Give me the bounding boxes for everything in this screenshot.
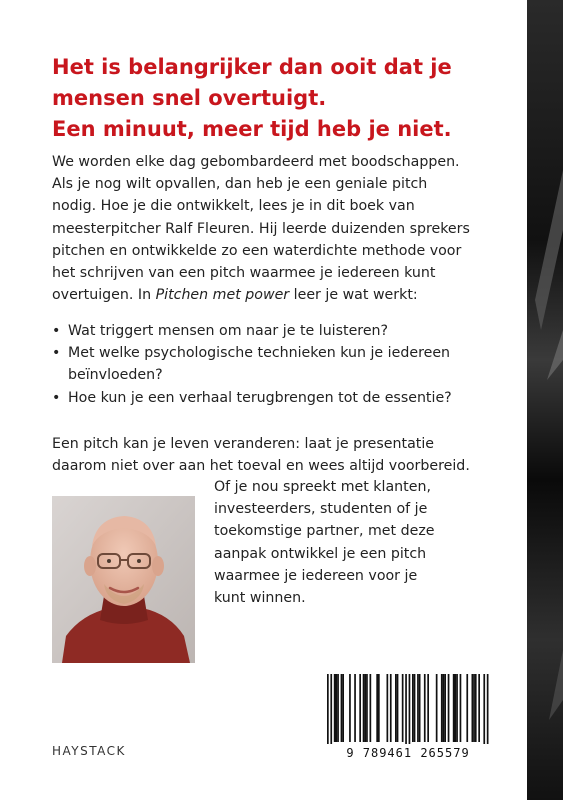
barcode-bar [405,674,407,744]
bullet-dot-icon: • [52,389,61,406]
barcode-bar [387,674,389,742]
barcode-bar [460,674,462,742]
barcode-bar [424,674,426,742]
barcode-bar [453,674,455,742]
closing-line: kunt winnen. [214,590,306,607]
barcode-bar [359,674,361,742]
closing-line: waarmee je iedereen voor je [214,567,418,584]
barcode-bar [436,674,438,742]
barcode-bar [448,674,450,742]
bullet-text: Wat triggert mensen om naar je te luisteren? [68,323,389,339]
barcode-bar [390,674,392,742]
closing-line: aanpak ontwikkel je een pitch [214,545,427,562]
bullet-text: beïnvloeden? [68,367,163,384]
barcode-bar [370,674,372,742]
barcode-bar [414,674,416,742]
intro-paragraph [52,151,482,306]
barcode-bar [441,674,443,742]
bullet-item [52,320,482,342]
barcode-bar [330,674,332,744]
bullet-dot-icon: • [52,345,61,362]
book-title-italic: Pitchen met power [155,287,290,304]
bullet-item [52,342,482,386]
barcode-bar [363,674,365,742]
barcode-bar [342,674,344,742]
barcode-bar [473,674,475,742]
bullet-text: Hoe kun je een verhaal terugbrengen tot de essentie? [68,389,452,406]
intro-line: het schrijven van een pitch waarmee je iedereen kunt [52,265,436,282]
barcode-bar [444,674,446,742]
barcode-bar [487,674,489,744]
bullet-dot-icon: • [52,323,61,339]
intro-line: meesterpitcher Ralf Fleuren. Hij leerde duizenden sprekers [52,220,470,237]
barcode-bar [349,674,351,742]
barcode-bar [364,674,366,742]
intro-line: Als je nog wilt opvallen, dan heb je een geniale pitch [52,176,428,193]
barcode-bar [475,674,477,742]
barcode-bar [472,674,474,742]
intro-line: We worden elke dag gebombardeerd met boodschappen. [52,154,460,170]
barcode-bar [419,674,421,742]
bullet-item [52,387,482,409]
barcode-bar [478,674,480,742]
publisher-logo: HAYSTACK [52,744,126,758]
barcode-bar [327,674,329,744]
barcode-bar [402,674,404,742]
intro-last-after: leer je wat werkt: [289,287,418,304]
spine-highlight [527,0,563,800]
barcode-bar [483,674,485,744]
barcode-bar [397,674,399,742]
headline-line: Het is belangrijker dan ooit dat je [52,55,452,79]
barcode-bar [336,674,338,742]
headline-line: Een minuut, meer tijd heb je niet. [52,117,452,141]
barcode-bar [378,674,380,742]
isbn-number: 9 789461 265579 [346,746,470,760]
barcode-bar [341,674,343,742]
barcode-bar [395,674,397,742]
barcode-bar [366,674,368,742]
intro-line: nodig. Hoe je die ontwikkelt, lees je in dit boek van [52,198,415,215]
bullet-list [52,320,482,409]
barcode-bar [334,674,336,742]
barcode-bar [409,674,411,744]
author-photo [52,496,195,663]
closing-paragraph [214,476,494,609]
barcode-bar [337,674,339,742]
intro-last-line [52,284,482,306]
intro-last-before: overtuigen. In [52,287,156,304]
barcode-bar [466,674,468,742]
headline-line: mensen snel overtuigt. [52,86,327,110]
barcode-bar [455,674,457,742]
headline [52,52,492,145]
barcode-bar [417,674,419,742]
barcode-bar [376,674,378,742]
closing-line: investeerders, studenten of je [214,501,428,518]
barcode-bar [443,674,445,742]
author-portrait-illustration [52,496,195,663]
intro-line: pitchen en ontwikkelde zo een waterdichte methode voor [52,242,462,259]
barcode-bar [456,674,458,742]
closing-line: toekomstige partner, met deze [214,523,435,540]
barcode-bar [412,674,414,742]
barcode-bars [315,670,501,744]
pitch-paragraph [52,433,482,477]
closing-line: Of je nou spreekt met klanten, [214,479,431,495]
barcode-bar [427,674,429,742]
barcode-bar [354,674,356,742]
isbn-barcode [315,670,501,770]
pitch-line: daarom niet over aan het toeval en wees altijd voorbereid. [52,458,470,475]
bullet-text: Met welke psychologische technieken kun je iedereen [68,345,451,362]
pitch-line: Een pitch kan je leven veranderen: laat je presentatie [52,436,434,452]
